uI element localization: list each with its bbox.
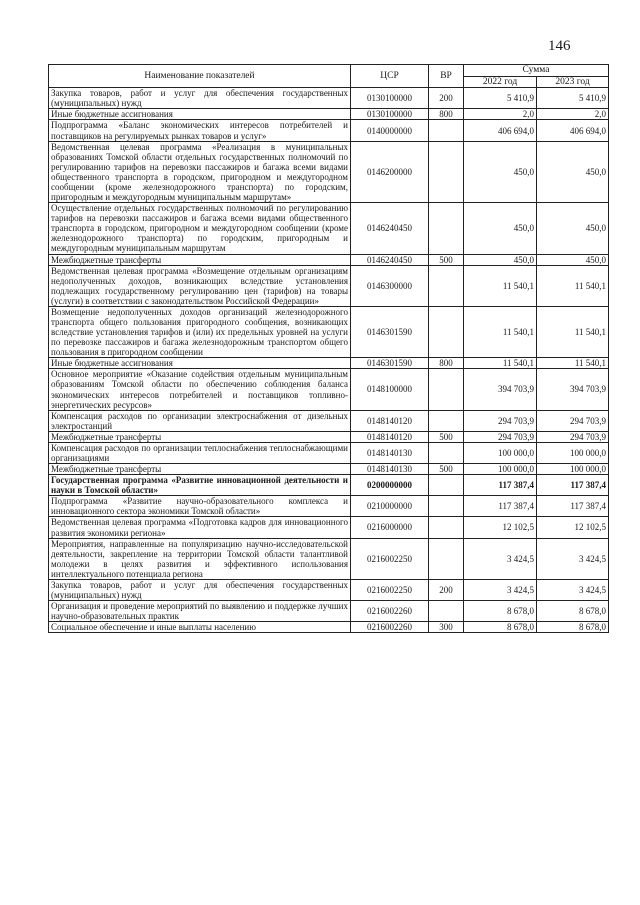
row-csr-cell: 0216002260	[351, 601, 429, 622]
row-amount-2023-cell: 3 424,5	[537, 538, 609, 579]
row-amount-2023-cell: 12 102,5	[537, 517, 609, 538]
row-amount-2022-cell: 11 540,1	[464, 358, 537, 369]
row-amount-2022-cell: 117 387,4	[464, 496, 537, 517]
row-csr-cell: 0146240450	[351, 203, 429, 254]
row-name-cell: Мероприятия, направленные на популяризацию научно-исследовательской деятельности, закрепление на территории Томской области талантливой молодежи в целях развития и эффективного использования интеллектуального потенциала региона	[49, 538, 351, 579]
row-vr-cell: 300	[429, 622, 464, 633]
row-amount-2022-cell: 294 703,9	[464, 410, 537, 431]
table-row	[49, 109, 609, 120]
row-amount-2022-cell: 3 424,5	[464, 538, 537, 579]
table-row	[49, 517, 609, 538]
table-row	[49, 306, 609, 357]
table-row	[49, 464, 609, 475]
row-vr-cell	[429, 442, 464, 463]
page-number: 146	[548, 38, 571, 54]
row-amount-2023-cell: 8 678,0	[537, 622, 609, 633]
row-vr-cell: 500	[429, 254, 464, 265]
row-amount-2022-cell: 11 540,1	[464, 306, 537, 357]
header-name: Наименование показателей	[49, 65, 351, 88]
table-row	[49, 88, 609, 109]
row-name-cell: Подпрограмма «Баланс экономических интересов потребителей и поставщиков на регулируемых рынках товаров и услуг»	[49, 120, 351, 141]
table-row	[49, 358, 609, 369]
row-vr-cell	[429, 141, 464, 202]
header-year-2022: 2022 год	[464, 76, 537, 88]
row-amount-2023-cell: 100 000,0	[537, 442, 609, 463]
row-csr-cell: 0216002250	[351, 579, 429, 600]
table-row	[49, 496, 609, 517]
row-name-cell: Закупка товаров, работ и услуг для обеспечения государственных (муниципальных) нужд	[49, 579, 351, 600]
table-row	[49, 538, 609, 579]
row-amount-2022-cell: 394 703,9	[464, 369, 537, 410]
row-name-cell: Компенсация расходов по организации электроснабжения от дизельных электростанций	[49, 410, 351, 431]
row-vr-cell	[429, 306, 464, 357]
row-amount-2023-cell: 8 678,0	[537, 601, 609, 622]
row-amount-2023-cell: 11 540,1	[537, 358, 609, 369]
row-name-cell: Осуществление отдельных государственных полномочий по регулированию тарифов на перевозки пассажиров и багажа всеми видами общественного транспорта в городском, пригородном и междугородном сообщении (кроме железнодорожного транспорта) по городским, пригородным и междугородным муниципальным маршрутам	[49, 203, 351, 254]
table-row	[49, 410, 609, 431]
row-amount-2023-cell: 11 540,1	[537, 306, 609, 357]
row-name-cell: Ведомственная целевая программа «Подготовка кадров для инновационного развития экономики региона»	[49, 517, 351, 538]
row-csr-cell: 0148140130	[351, 442, 429, 463]
row-csr-cell: 0146300000	[351, 265, 429, 306]
row-amount-2022-cell: 3 424,5	[464, 579, 537, 600]
row-amount-2023-cell: 117 387,4	[537, 475, 609, 496]
row-amount-2023-cell: 450,0	[537, 203, 609, 254]
row-name-cell: Иные бюджетные ассигнования	[49, 358, 351, 369]
row-name-cell: Закупка товаров, работ и услуг для обеспечения государственных (муниципальных) нужд	[49, 88, 351, 109]
row-amount-2023-cell: 11 540,1	[537, 265, 609, 306]
table-row	[49, 120, 609, 141]
header-sum: Сумма	[464, 65, 609, 77]
row-amount-2022-cell: 117 387,4	[464, 475, 537, 496]
row-vr-cell: 200	[429, 88, 464, 109]
row-name-cell: Основное мероприятие «Оказание содействия отдельным муниципальным образованиям Томской области по обеспечению соблюдения баланса экономических интересов потребителей и поставщиков топливно-энергетических ресурсов»	[49, 369, 351, 410]
row-csr-cell: 0200000000	[351, 475, 429, 496]
row-vr-cell	[429, 496, 464, 517]
row-vr-cell	[429, 410, 464, 431]
row-vr-cell: 500	[429, 431, 464, 442]
table-row	[49, 141, 609, 202]
row-amount-2022-cell: 450,0	[464, 141, 537, 202]
row-amount-2022-cell: 11 540,1	[464, 265, 537, 306]
row-csr-cell: 0216002260	[351, 622, 429, 633]
row-amount-2022-cell: 8 678,0	[464, 622, 537, 633]
row-amount-2023-cell: 117 387,4	[537, 496, 609, 517]
row-vr-cell: 200	[429, 579, 464, 600]
row-name-cell: Возмещение недополученных доходов организаций железнодорожного транспорта общего пользования пригородного сообщения, возникающих вследствие установления тарифов и (или) их предельных уровней на услуги по перевозке пассажиров и багажа железнодорожным транспортом общего пользования в пригородном сообщении	[49, 306, 351, 357]
row-vr-cell: 800	[429, 358, 464, 369]
row-name-cell: Социальное обеспечение и иные выплаты населению	[49, 622, 351, 633]
row-name-cell: Организация и проведение мероприятий по выявлению и поддержке лучших научно-образовательных практик	[49, 601, 351, 622]
row-vr-cell	[429, 517, 464, 538]
row-name-cell: Ведомственная целевая программа «Реализация в муниципальных образованиях Томской области отдельных государственных полномочий по регулированию тарифов на перевозки пассажиров и багажа всеми видами общественного транспорта в городском, пригородном и междугородном сообщении (кроме железнодорожного транспорта) по городским, пригородным и междугородным муниципальным маршрутам»	[49, 141, 351, 202]
row-csr-cell: 0148140120	[351, 431, 429, 442]
table-row	[49, 475, 609, 496]
row-name-cell: Ведомственная целевая программа «Возмещение отдельным организациям недополученных доходов, возникающих вследствие установления подлежащих государственному регулированию цен (тарифов) на товары (услуги) в соответствии с законодательством Российской Федерации»	[49, 265, 351, 306]
row-amount-2022-cell: 5 410,9	[464, 88, 537, 109]
row-vr-cell	[429, 120, 464, 141]
row-vr-cell	[429, 265, 464, 306]
row-vr-cell: 500	[429, 464, 464, 475]
row-csr-cell: 0216002250	[351, 538, 429, 579]
row-csr-cell: 0130100000	[351, 88, 429, 109]
row-amount-2023-cell: 100 000,0	[537, 464, 609, 475]
header-vr: ВР	[429, 65, 464, 88]
row-amount-2022-cell: 8 678,0	[464, 601, 537, 622]
row-name-cell: Подпрограмма «Развитие научно-образовательного комплекса и инновационного сектора экономики Томской области»	[49, 496, 351, 517]
table-row	[49, 622, 609, 633]
row-amount-2022-cell: 450,0	[464, 203, 537, 254]
row-amount-2022-cell: 450,0	[464, 254, 537, 265]
row-amount-2022-cell: 294 703,9	[464, 431, 537, 442]
row-csr-cell: 0216000000	[351, 517, 429, 538]
row-vr-cell	[429, 601, 464, 622]
row-amount-2022-cell: 12 102,5	[464, 517, 537, 538]
row-csr-cell: 0130100000	[351, 109, 429, 120]
row-amount-2023-cell: 5 410,9	[537, 88, 609, 109]
table-row	[49, 579, 609, 600]
row-amount-2022-cell: 100 000,0	[464, 442, 537, 463]
row-vr-cell	[429, 203, 464, 254]
table-row	[49, 203, 609, 254]
row-csr-cell: 0146200000	[351, 141, 429, 202]
row-amount-2023-cell: 294 703,9	[537, 410, 609, 431]
row-amount-2023-cell: 394 703,9	[537, 369, 609, 410]
row-vr-cell	[429, 538, 464, 579]
table-header	[49, 65, 609, 88]
row-name-cell: Межбюджетные трансферты	[49, 431, 351, 442]
row-csr-cell: 0148100000	[351, 369, 429, 410]
row-vr-cell	[429, 475, 464, 496]
row-name-cell: Межбюджетные трансферты	[49, 254, 351, 265]
row-amount-2022-cell: 406 694,0	[464, 120, 537, 141]
table-row	[49, 265, 609, 306]
row-amount-2023-cell: 406 694,0	[537, 120, 609, 141]
row-vr-cell: 800	[429, 109, 464, 120]
row-name-cell: Государственная программа «Развитие инновационной деятельности и науки в Томской области»	[49, 475, 351, 496]
row-vr-cell	[429, 369, 464, 410]
row-csr-cell: 0210000000	[351, 496, 429, 517]
row-csr-cell: 0146301590	[351, 358, 429, 369]
row-name-cell: Межбюджетные трансферты	[49, 464, 351, 475]
row-name-cell: Компенсация расходов по организации теплоснабжения теплоснабжающими организациями	[49, 442, 351, 463]
header-year-2023: 2023 год	[537, 76, 609, 88]
row-csr-cell: 0140000000	[351, 120, 429, 141]
row-name-cell: Иные бюджетные ассигнования	[49, 109, 351, 120]
table-row	[49, 369, 609, 410]
row-amount-2022-cell: 2,0	[464, 109, 537, 120]
row-amount-2023-cell: 3 424,5	[537, 579, 609, 600]
row-csr-cell: 0146301590	[351, 306, 429, 357]
table-row	[49, 601, 609, 622]
table-body	[49, 88, 609, 633]
table-row	[49, 442, 609, 463]
table-row	[49, 254, 609, 265]
row-csr-cell: 0148140120	[351, 410, 429, 431]
row-csr-cell: 0148140130	[351, 464, 429, 475]
row-amount-2022-cell: 100 000,0	[464, 464, 537, 475]
row-amount-2023-cell: 450,0	[537, 141, 609, 202]
row-amount-2023-cell: 294 703,9	[537, 431, 609, 442]
row-csr-cell: 0146240450	[351, 254, 429, 265]
header-csr: ЦСР	[351, 65, 429, 88]
row-amount-2023-cell: 2,0	[537, 109, 609, 120]
row-amount-2023-cell: 450,0	[537, 254, 609, 265]
budget-table	[48, 64, 609, 633]
table-row	[49, 431, 609, 442]
